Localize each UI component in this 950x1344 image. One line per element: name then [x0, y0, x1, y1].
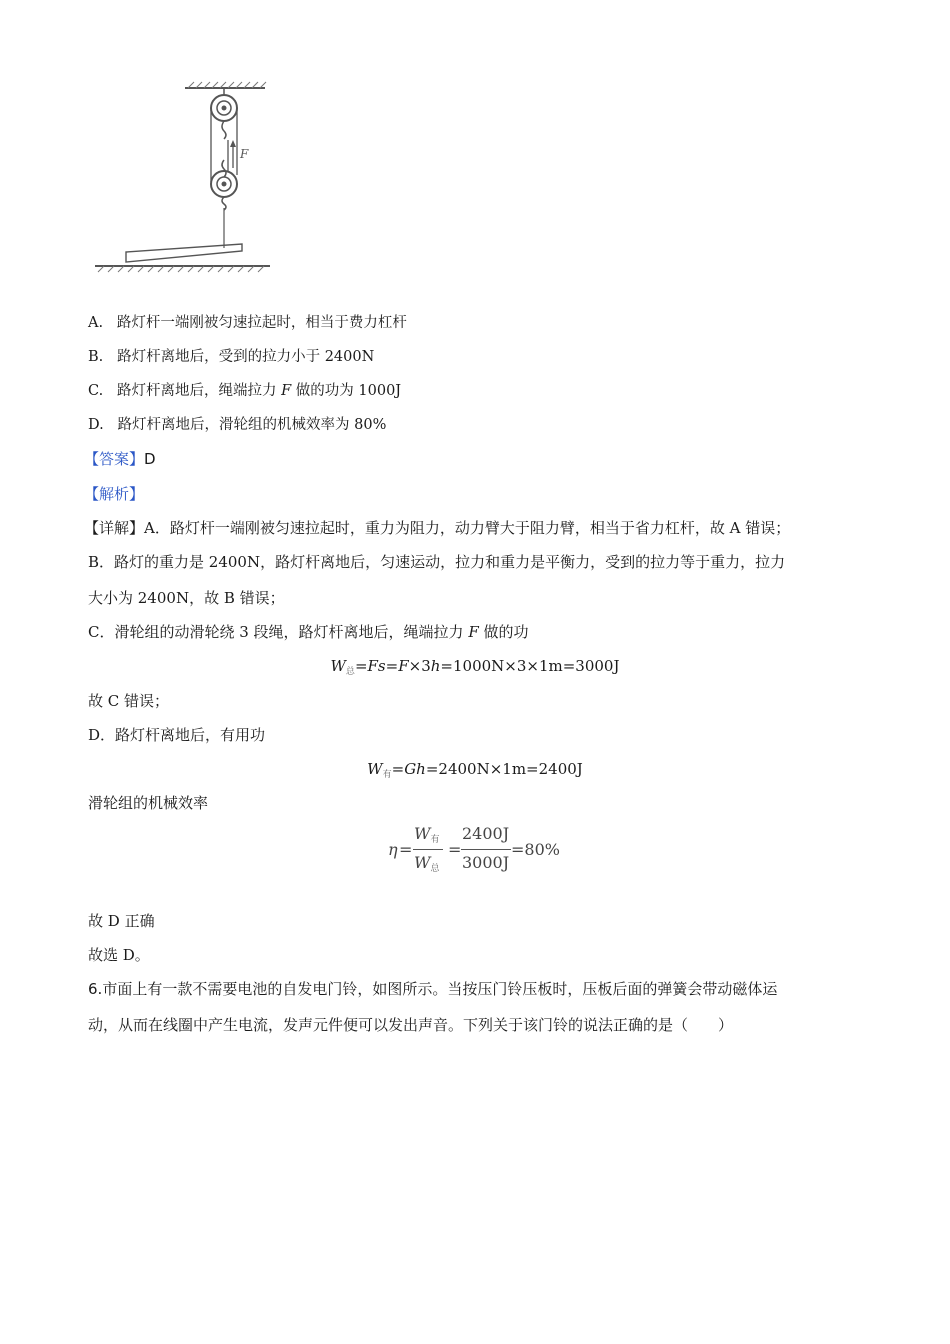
- answer-value: D: [144, 450, 156, 468]
- formula-symbol: Fs: [367, 657, 386, 675]
- detail-tag: 【详解】: [84, 519, 145, 537]
- detail-b-line2: 大小为 2400N，故 B 错误；: [88, 589, 285, 607]
- formula-subscript: 总: [430, 864, 440, 874]
- force-label: F: [240, 147, 249, 161]
- efficiency-label: 滑轮组的机械效率: [88, 794, 209, 812]
- detail-var: F: [468, 623, 479, 641]
- detail-c-conclusion: 故 C 错误；: [88, 692, 170, 710]
- option-letter: A.: [88, 315, 104, 331]
- formula-text: =: [385, 657, 399, 675]
- answer-line: [84, 449, 156, 469]
- question-number: 6.: [88, 980, 103, 998]
- option-text: 路灯杆离地后，绳端拉力: [117, 383, 282, 399]
- option-letter: C.: [88, 383, 104, 399]
- analysis-tag: 【解析】: [84, 485, 145, 503]
- formula-efficiency: [388, 822, 588, 878]
- formula-text: =: [399, 840, 413, 859]
- option-text: 路灯杆离地后，受到的拉力小于 2400N: [117, 349, 375, 365]
- option-c: [88, 381, 401, 401]
- analysis-line: [84, 484, 144, 504]
- detail-c-line: [88, 622, 529, 642]
- option-d: [88, 415, 386, 435]
- pulley-diagram: [90, 80, 275, 275]
- fraction-bar: [461, 849, 511, 850]
- option-text: 路灯杆一端刚被匀速拉起时，相当于费力杠杆: [116, 315, 407, 331]
- detail-b-line1: B．路灯的重力是 2400N，路灯杆离地后，匀速运动，拉力和重力是平衡力，受到的拉力等于重力，拉力: [88, 553, 786, 571]
- formula-text: =80%: [511, 840, 560, 859]
- question-text: 市面上有一款不需要电池的自发电门铃，如图所示。当按压门铃压板时，压板后面的弹簧会带动磁体运: [102, 980, 778, 998]
- formula-symbol: W: [414, 824, 431, 843]
- question-6-line2: 动，从而在线圈中产生电流，发声元件便可以发出声音。下列关于该门铃的说法正确的是（ ）: [88, 1016, 734, 1034]
- detail-text: A．路灯杆一端刚被匀速拉起时，重力为阻力，动力臂大于阻力臂，相当于省力杠杆，故 A 错误；: [144, 519, 791, 537]
- option-text: 路灯杆离地后，滑轮组的机械效率为 80%: [117, 417, 387, 433]
- formula-symbol: W: [367, 760, 383, 778]
- formula-useful-work: [0, 759, 950, 785]
- formula-number: 3000J: [462, 853, 510, 872]
- detail-a: [84, 518, 790, 538]
- option-letter: D.: [88, 417, 104, 433]
- option-text: 做的功为 1000J: [291, 383, 402, 399]
- formula-symbol: η: [388, 840, 398, 859]
- formula-symbol: h: [430, 657, 441, 675]
- question-6-line1: [88, 979, 777, 999]
- detail-d-line: D．路灯杆离地后，有用功: [88, 726, 266, 744]
- answer-tag: 【答案】: [84, 450, 145, 468]
- option-var: F: [281, 383, 292, 399]
- formula-number: 2400J: [462, 824, 510, 843]
- final-answer: 故选 D。: [88, 946, 150, 964]
- formula-text: =: [391, 760, 405, 778]
- formula-symbol: W: [414, 853, 431, 872]
- formula-text: =1000N×3×1m=3000J: [440, 657, 620, 675]
- fraction-bar: [413, 849, 443, 850]
- formula-total-work: [0, 656, 950, 682]
- formula-subscript: 有: [430, 835, 440, 845]
- formula-text: =2400N×1m=2400J: [425, 760, 583, 778]
- formula-subscript: 有: [382, 770, 392, 780]
- formula-symbol: Gh: [404, 760, 426, 778]
- formula-symbol: F: [398, 657, 409, 675]
- option-a: [88, 313, 407, 333]
- detail-text: C．滑轮组的动滑轮绕 3 段绳，路灯杆离地后，绳端拉力: [88, 623, 469, 641]
- formula-text: =: [448, 840, 462, 859]
- detail-d-conclusion: 故 D 正确: [88, 912, 155, 930]
- formula-text: ×3: [408, 657, 431, 675]
- option-letter: B.: [88, 349, 104, 365]
- option-b: [88, 347, 374, 367]
- detail-text: 做的功: [478, 623, 529, 641]
- formula-text: =: [354, 657, 368, 675]
- formula-symbol: W: [330, 657, 346, 675]
- formula-subscript: 总: [345, 667, 355, 677]
